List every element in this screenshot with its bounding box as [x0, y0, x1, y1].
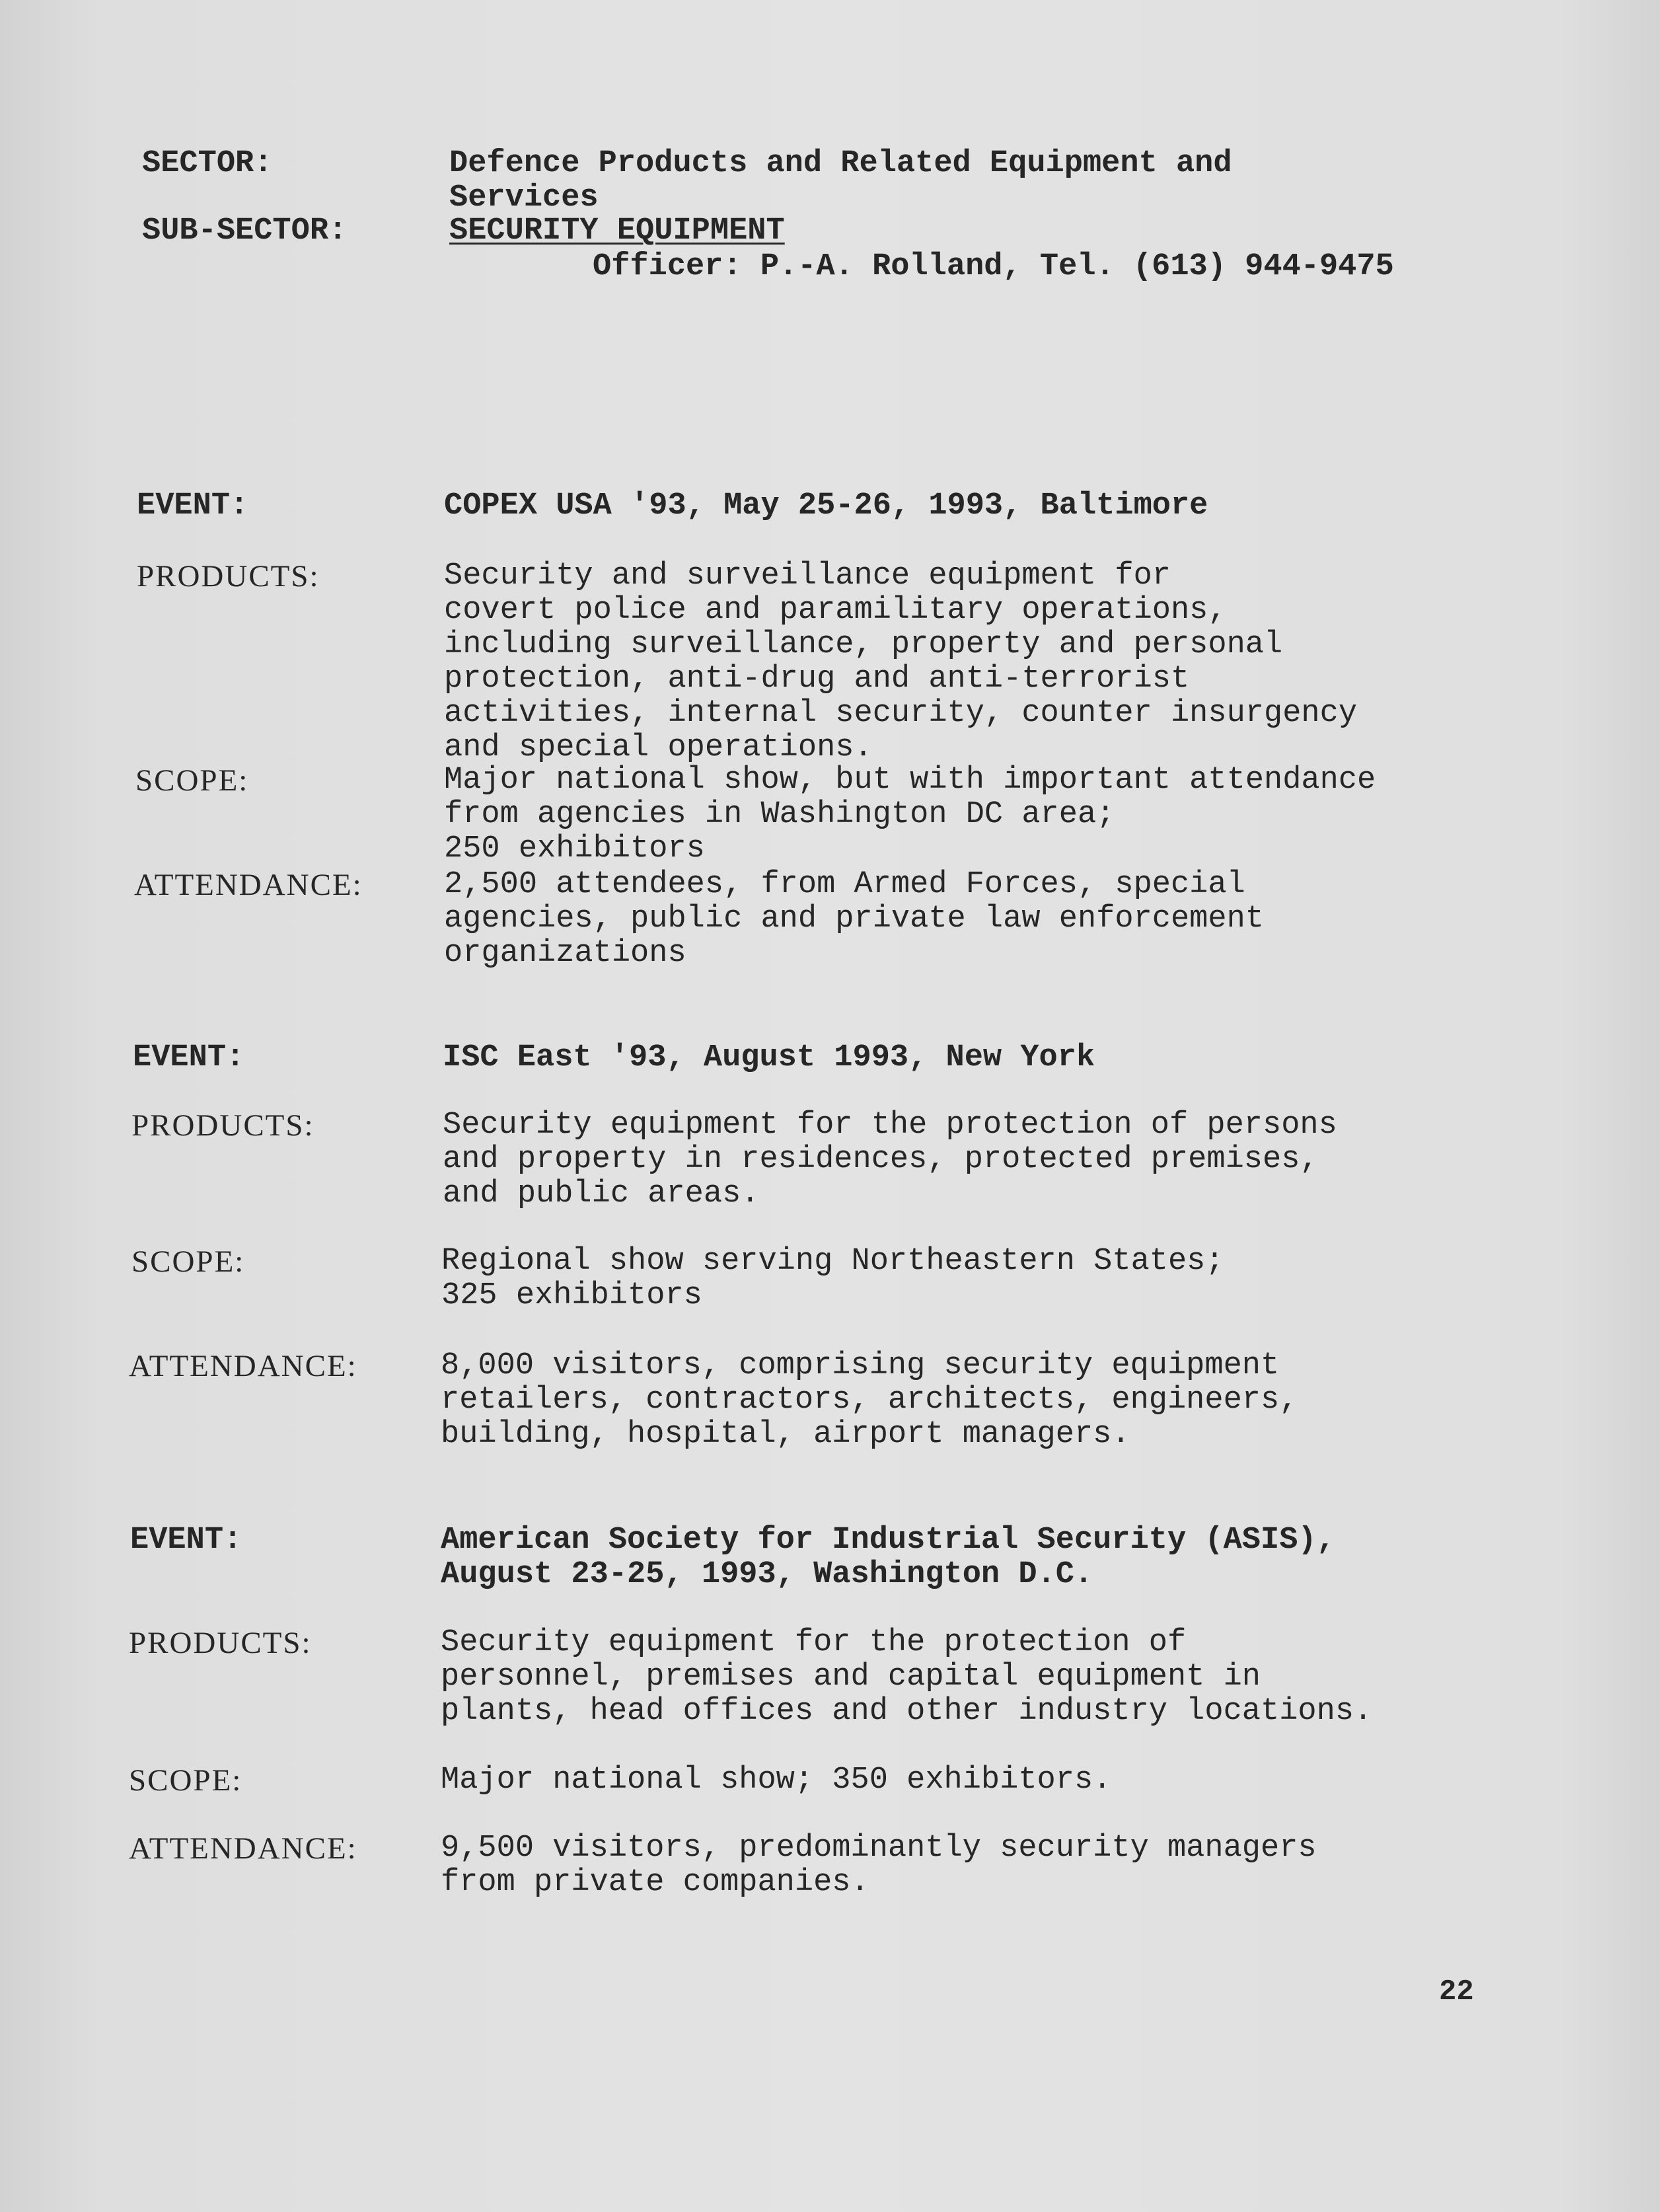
products-label: PRODUCTS:	[137, 559, 320, 593]
products-text: Security and surveillance equipment for covert police and paramilitary operations, including surveillance, property and personal protection, anti-drug and anti-terrorist activities, internal security, counter insurgency and special operations.	[444, 558, 1358, 765]
sector-value: Defence Products and Related Equipment and Services	[449, 146, 1232, 215]
scope-text: Major national show; 350 exhibitors.	[441, 1763, 1112, 1798]
attendance-text: 8,000 visitors, comprising security equipment retailers, contractors, architects, engineers, building, hospital, airport managers.	[441, 1348, 1298, 1452]
scope-label: SCOPE:	[135, 763, 249, 798]
event-label: EVENT:	[137, 488, 249, 523]
attendance-text: 9,500 visitors, predominantly security managers from private companies.	[441, 1831, 1317, 1900]
officer-contact: Officer: P.-A. Rolland, Tel. (613) 944-9475	[593, 249, 1394, 284]
attendance-label: ATTENDANCE:	[129, 1349, 357, 1383]
products-text: Security equipment for the protection of personnel, premises and capital equipment in plants, head offices and other industry locations.	[441, 1625, 1373, 1729]
scope-text: Major national show, but with important attendance from agencies in Washington DC area; 250 exhibitors	[444, 763, 1376, 866]
sector-label: SECTOR:	[142, 146, 273, 181]
page-number: 22	[1439, 1975, 1474, 2008]
event-title: COPEX USA '93, May 25-26, 1993, Baltimore	[444, 488, 1208, 523]
scope-label: SCOPE:	[131, 1244, 245, 1279]
event-title: American Society for Industrial Security (ASIS), August 23-25, 1993, Washington D.C.	[441, 1523, 1335, 1592]
event-title: ISC East '93, August 1993, New York	[443, 1040, 1095, 1075]
subsector-label: SUB-SECTOR:	[142, 213, 348, 248]
event-label: EVENT:	[133, 1040, 245, 1075]
products-label: PRODUCTS:	[131, 1108, 314, 1143]
attendance-text: 2,500 attendees, from Armed Forces, special agencies, public and private law enforcement organizations	[444, 867, 1265, 971]
scope-text: Regional show serving Northeastern States; 325 exhibitors	[441, 1244, 1224, 1313]
subsector-value: SECURITY EQUIPMENT	[449, 213, 785, 248]
event-label: EVENT:	[130, 1523, 242, 1558]
products-text: Security equipment for the protection of persons and property in residences, protected premises, and public areas.	[443, 1108, 1337, 1211]
attendance-label: ATTENDANCE:	[129, 1831, 357, 1866]
products-label: PRODUCTS:	[129, 1626, 312, 1660]
scope-label: SCOPE:	[129, 1763, 242, 1798]
attendance-label: ATTENDANCE:	[134, 868, 363, 902]
